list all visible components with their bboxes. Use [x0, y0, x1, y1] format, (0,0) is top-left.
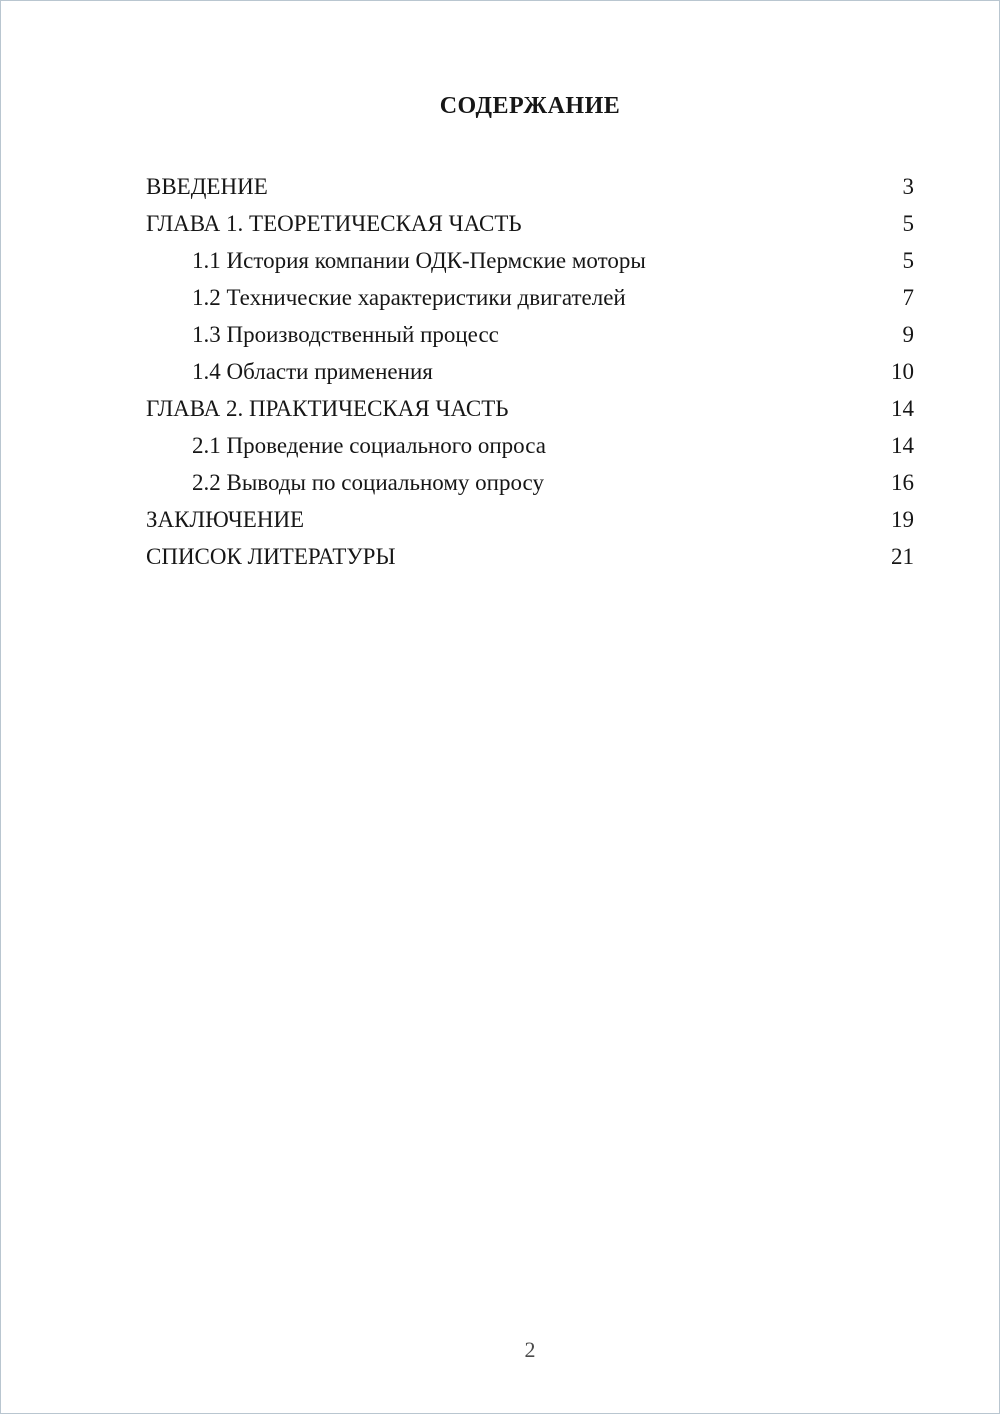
toc-entry — [146, 316, 914, 353]
toc-entry-label: 1.3 Производственный процесс — [192, 322, 499, 347]
table-of-contents — [146, 168, 914, 575]
toc-entry-label: 1.4 Области применения — [192, 359, 433, 384]
toc-entry-label: ГЛАВА 2. ПРАКТИЧЕСКАЯ ЧАСТЬ — [146, 396, 509, 421]
toc-entry — [146, 168, 914, 205]
toc-entry — [146, 205, 914, 242]
toc-entry-page-number: 16 — [891, 470, 914, 495]
toc-entry-page-number: 9 — [902, 322, 914, 347]
toc-entry-label: ВВЕДЕНИЕ — [146, 174, 268, 199]
toc-entry-label: 2.1 Проведение социального опроса — [192, 433, 546, 458]
toc-entry-page-number: 7 — [902, 285, 914, 310]
toc-entry — [146, 538, 914, 575]
toc-entry-page-number: 19 — [891, 507, 914, 532]
toc-entry — [146, 279, 914, 316]
toc-entry — [146, 464, 914, 501]
toc-entry-page-number: 5 — [902, 211, 914, 236]
page-title: СОДЕРЖАНИЕ — [439, 93, 621, 119]
page-number: 2 — [524, 1337, 536, 1362]
toc-entry-page-number: 3 — [902, 174, 914, 199]
toc-entry-page-number: 14 — [891, 433, 914, 458]
toc-entry-label: ЗАКЛЮЧЕНИЕ — [146, 507, 305, 532]
toc-entry-label: ГЛАВА 1. ТЕОРЕТИЧЕСКАЯ ЧАСТЬ — [146, 211, 522, 236]
toc-entry — [146, 353, 914, 390]
toc-entry-page-number: 14 — [891, 396, 914, 421]
toc-entry-label: 1.1 История компании ОДК-Пермские моторы — [192, 248, 646, 273]
toc-entry-page-number: 5 — [902, 248, 914, 273]
toc-entry — [146, 427, 914, 464]
toc-entry — [146, 501, 914, 538]
toc-entry-label: 2.2 Выводы по социальному опросу — [192, 470, 544, 495]
toc-entry-page-number: 21 — [891, 544, 914, 569]
toc-entry-label: 1.2 Технические характеристики двигателей — [192, 285, 626, 310]
toc-entry-page-number: 10 — [891, 359, 914, 384]
toc-entry — [146, 390, 914, 427]
toc-entry-label: СПИСОК ЛИТЕРАТУРЫ — [146, 544, 396, 569]
toc-entry — [146, 242, 914, 279]
